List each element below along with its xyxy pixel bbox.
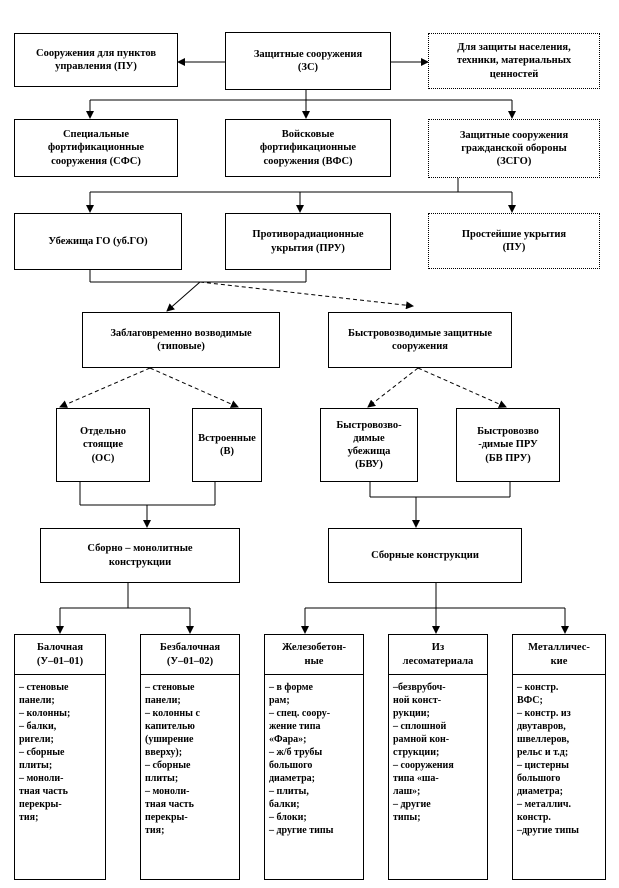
list-item: – другие типы xyxy=(269,825,334,836)
box-bvu: Быстровозво- димые убежища (БВУ) xyxy=(320,408,418,482)
list-item: – спец. соору- жение типа «Фара»; xyxy=(269,708,331,745)
box-pru: Противорадиационные укрытия (ПРУ) xyxy=(225,213,391,270)
column-metallicheskie xyxy=(512,634,606,880)
box-zablag: Заблаговременно возводимые (типовые) xyxy=(82,312,280,368)
list-item: – плиты, балки; xyxy=(269,786,309,810)
list-item: – колонны с капителью (уширение вверху); xyxy=(145,708,200,758)
list-item: – моноли- тная часть перекры- тия; xyxy=(19,773,68,823)
column-balochnaya xyxy=(14,634,106,880)
box-sfs: Специальные фортификационные сооружения (СФС) xyxy=(14,119,178,177)
list-item: – сборные плиты; xyxy=(145,760,191,784)
list-item: – цистерны большого диаметра; xyxy=(517,760,569,797)
column-title: Железобетон- ные xyxy=(265,635,363,675)
list-item: – стеновые панели; xyxy=(19,682,69,706)
box-v: Встроенные (В) xyxy=(192,408,262,482)
box-population: Для защиты населения, техники, материальных ценностей xyxy=(428,33,600,89)
list-item: – в форме рам; xyxy=(269,682,313,706)
column-title: Безбалочная (У–01–02) xyxy=(141,635,239,675)
list-item: – сплошной рамной кон- струкции; xyxy=(393,721,450,758)
list-item: – стеновые панели; xyxy=(145,682,195,706)
box-vfs: Войсковые фортификационные сооружения (ВФС) xyxy=(225,119,391,177)
column-lesomaterial xyxy=(388,634,488,880)
list-item: – констр. ВФС; xyxy=(517,682,559,706)
column-zhelezobeton xyxy=(264,634,364,880)
list-item: – блоки; xyxy=(269,812,307,823)
list-item: – моноли- тная часть перекры- тия; xyxy=(145,786,194,836)
box-bystro: Быстровозводимые защитные сооружения xyxy=(328,312,512,368)
column-title: Балочная (У–01–01) xyxy=(15,635,105,675)
box-zs: Защитные сооружения (ЗС) xyxy=(225,32,391,90)
list-item: – колонны; xyxy=(19,708,71,719)
column-bezbalochnaya xyxy=(140,634,240,880)
list-item: – сооружения типа «ша- лаш»; xyxy=(393,760,454,797)
column-title: Металличес- кие xyxy=(513,635,605,675)
box-os: Отдельно стоящие (ОС) xyxy=(56,408,150,482)
box-ubgo: Убежища ГО (уб.ГО) xyxy=(14,213,182,270)
box-zsgo: Защитные сооружения гражданской обороны (ЗСГО) xyxy=(428,119,600,178)
list-item: –безврубоч- ной конст- рукции; xyxy=(393,682,446,719)
list-item: –другие типы xyxy=(517,825,579,836)
box-su-pu: Сооружения для пунктов управления (ПУ) xyxy=(14,33,178,87)
list-item: – констр. из двутавров, швеллеров, рельс и т.д; xyxy=(517,708,571,758)
box-sbornye: Сборные конструкции xyxy=(328,528,522,583)
column-title: Из лесоматериала xyxy=(389,635,487,675)
list-item: – другие типы; xyxy=(393,799,431,823)
list-item: – металлич. констр. xyxy=(517,799,571,823)
list-item: – ж/б трубы большого диаметра; xyxy=(269,747,323,784)
box-sborno-monolit: Сборно – монолитные конструкции xyxy=(40,528,240,583)
box-bvpru: Быстровозво -димые ПРУ (БВ ПРУ) xyxy=(456,408,560,482)
list-item: – балки, ригели; xyxy=(19,721,57,745)
box-pu-simple: Простейшие укрытия (ПУ) xyxy=(428,213,600,269)
list-item: – сборные плиты; xyxy=(19,747,65,771)
